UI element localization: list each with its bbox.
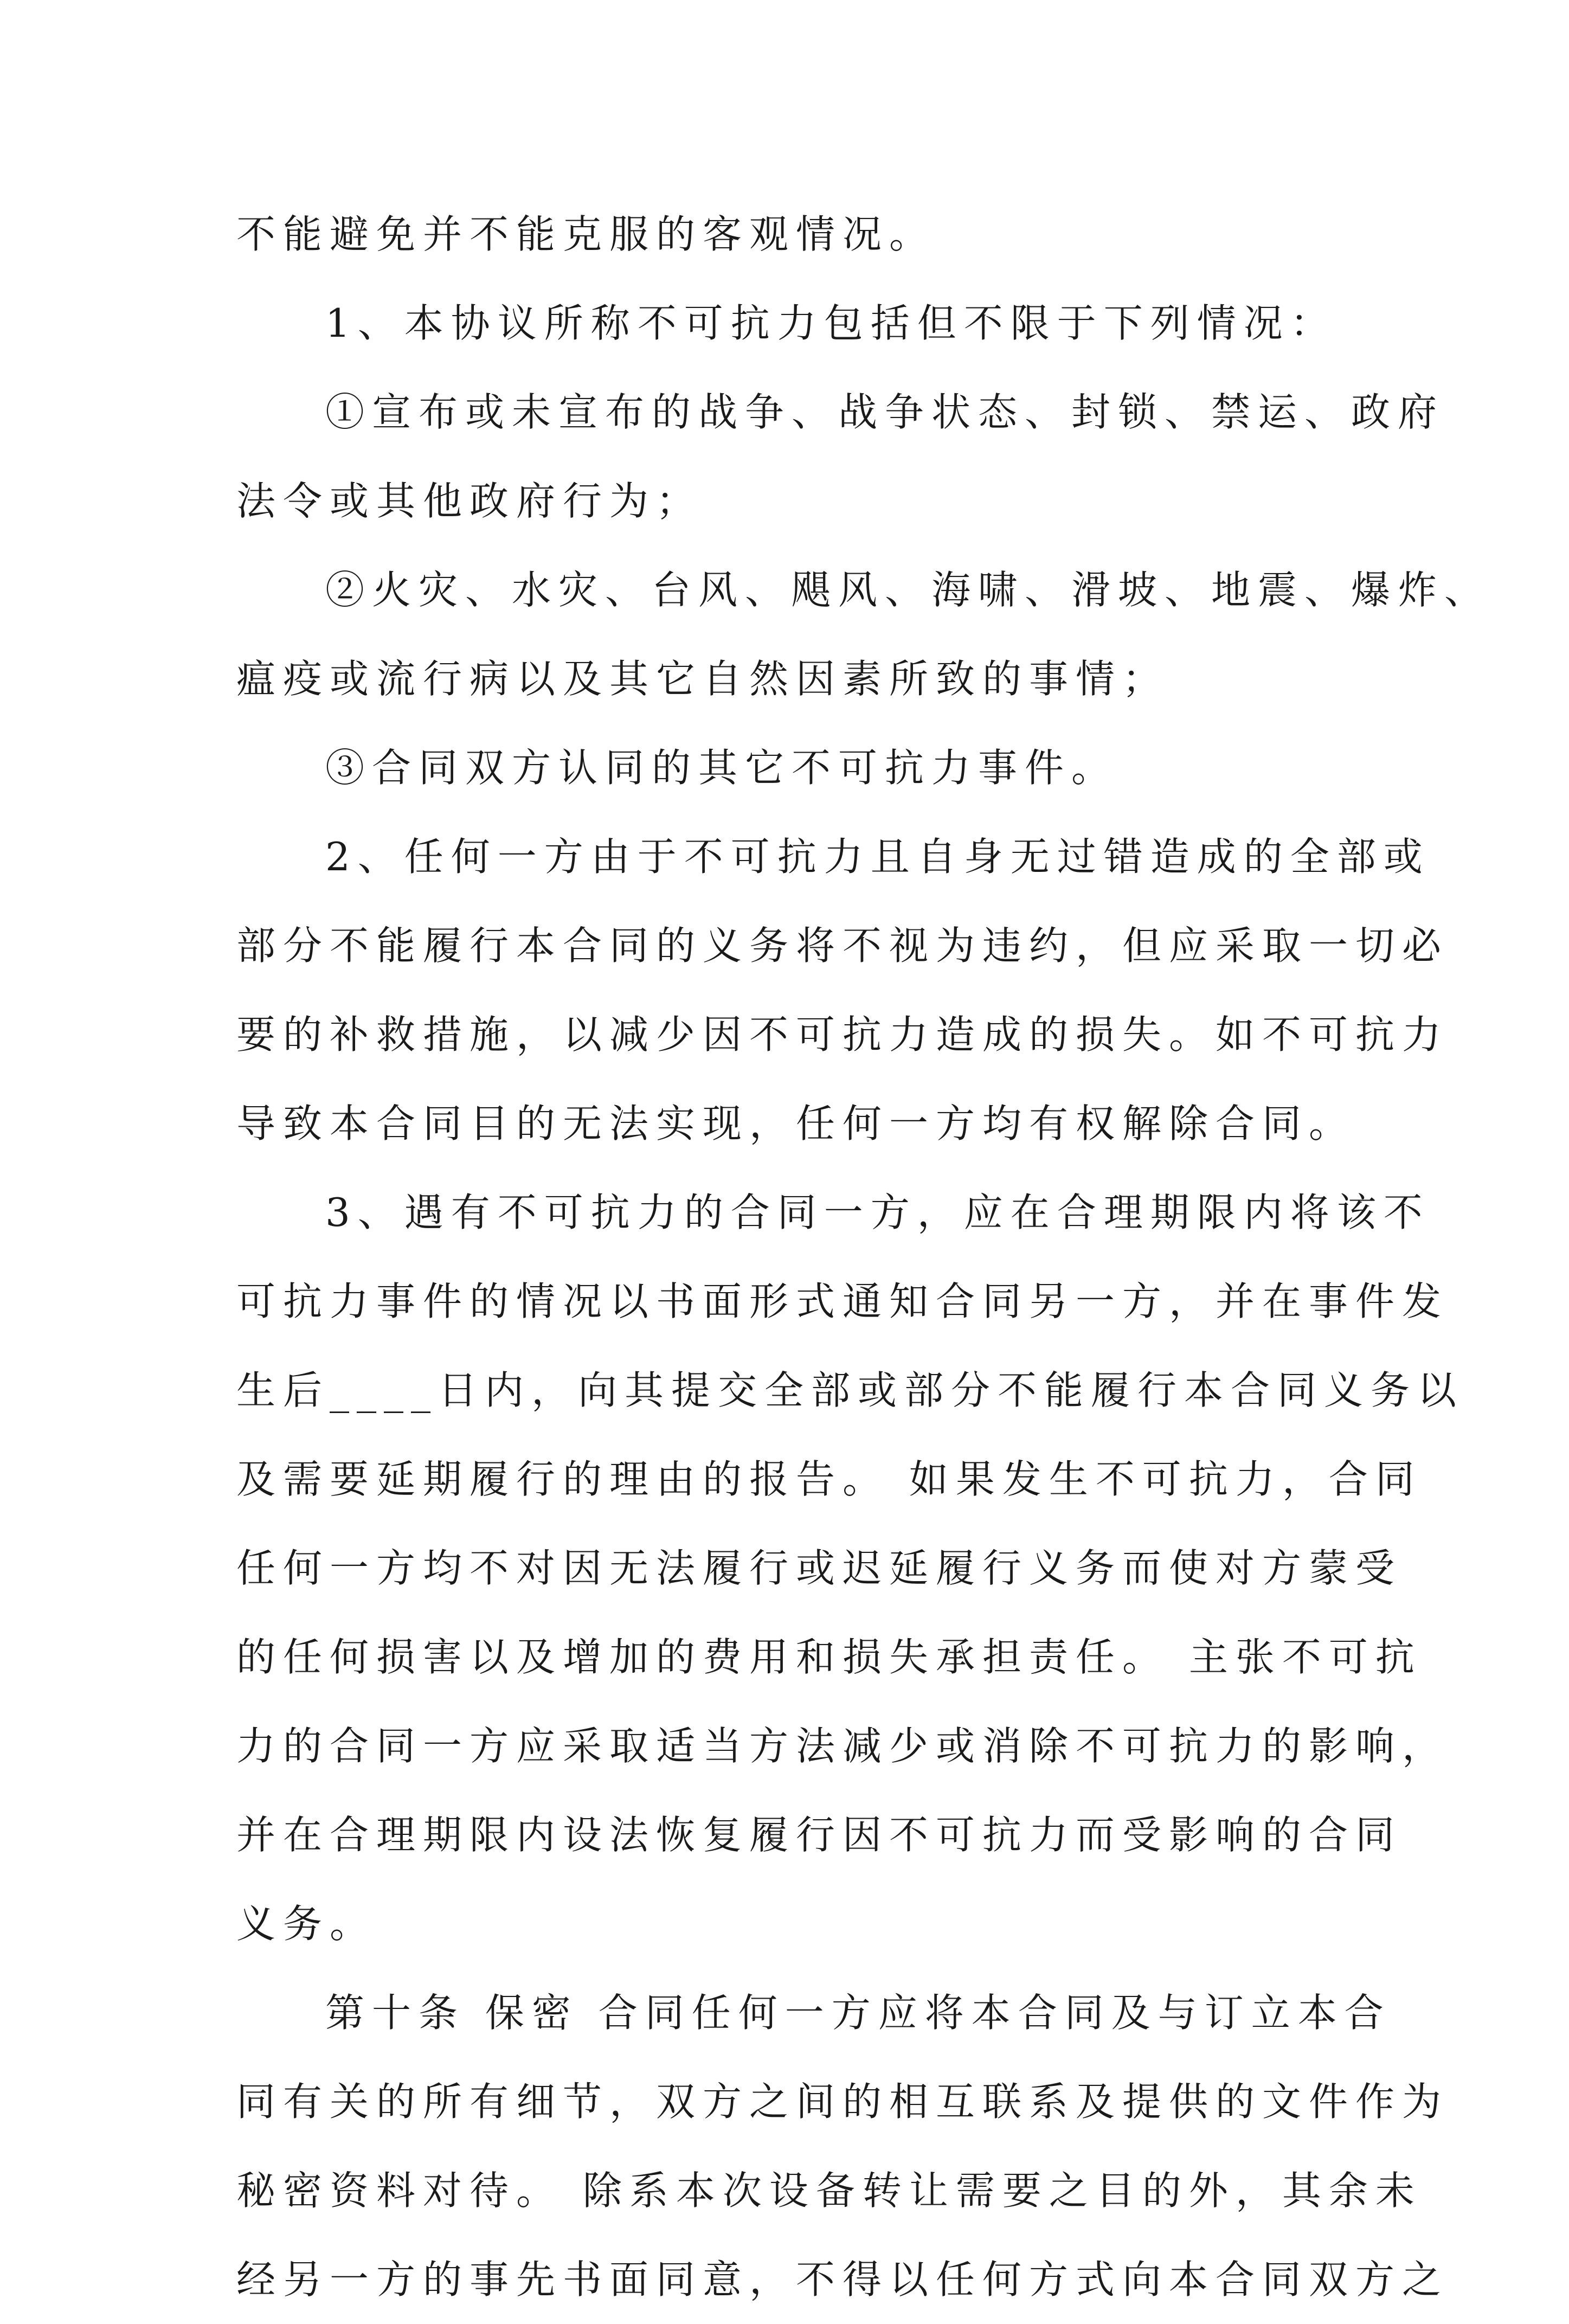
text-line: 并在合理期限内设法恢复履行因不可抗力而受影响的合同 bbox=[236, 1812, 1403, 1858]
text-line: 要的补救措施，以减少因不可抗力造成的损失。如不可抗力 bbox=[236, 1012, 1449, 1057]
text-line: 义务。 bbox=[236, 1901, 377, 1947]
text-line: 任何一方均不对因无法履行或迟延履行义务而使对方蒙受 bbox=[236, 1545, 1403, 1591]
text-line: 第十条 保密 合同任何一方应将本合同及与订立本合 bbox=[325, 1990, 1391, 2036]
text-line: 1、本协议所称不可抗力包括但不限于下列情况： bbox=[325, 300, 1337, 346]
text-line: 及需要延期履行的理由的报告。 如果发生不可抗力，合同 bbox=[236, 1456, 1422, 1502]
text-line: 2、任何一方由于不可抗力且自身无过错造成的全部或 bbox=[325, 834, 1430, 879]
text-line: ①宣布或未宣布的战争、战争状态、封锁、禁运、政府 bbox=[325, 389, 1445, 435]
text-line: 可抗力事件的情况以书面形式通知合同另一方，并在事件发 bbox=[236, 1279, 1449, 1324]
document-body bbox=[236, 190, 1491, 2324]
text-line: 3、遇有不可抗力的合同一方，应在合理期限内将该不 bbox=[325, 1190, 1430, 1235]
text-line: 瘟疫或流行病以及其它自然因素所致的事情； bbox=[236, 656, 1169, 702]
text-line: 力的合同一方应采取适当方法减少或消除不可抗力的影响， bbox=[236, 1723, 1449, 1769]
text-line: 同有关的所有细节，双方之间的相互联系及提供的文件作为 bbox=[236, 2079, 1449, 2124]
text-line: 生后____日内，向其提交全部或部分不能履行本合同义务以 bbox=[236, 1368, 1464, 1413]
text-line: 法令或其他政府行为； bbox=[236, 478, 703, 524]
text-line: 的任何损害以及增加的费用和损失承担责任。 主张不可抗 bbox=[236, 1634, 1422, 1680]
text-line: 经另一方的事先书面同意，不得以任何方式向本合同双方之 bbox=[236, 2257, 1449, 2302]
text-line: 不能避免并不能克服的客观情况。 bbox=[236, 211, 936, 257]
text-line: ③合同双方认同的其它不可抗力事件。 bbox=[325, 745, 1118, 791]
text-line: 导致本合同目的无法实现，任何一方均有权解除合同。 bbox=[236, 1101, 1356, 1146]
text-line: 部分不能履行本合同的义务将不视为违约，但应采取一切必 bbox=[236, 923, 1449, 968]
text-line: 秘密资料对待。 除系本次设备转让需要之目的外，其余未 bbox=[236, 2168, 1422, 2213]
text-line: ②火灾、水灾、台风、飓风、海啸、滑坡、地震、爆炸、 bbox=[325, 567, 1491, 613]
